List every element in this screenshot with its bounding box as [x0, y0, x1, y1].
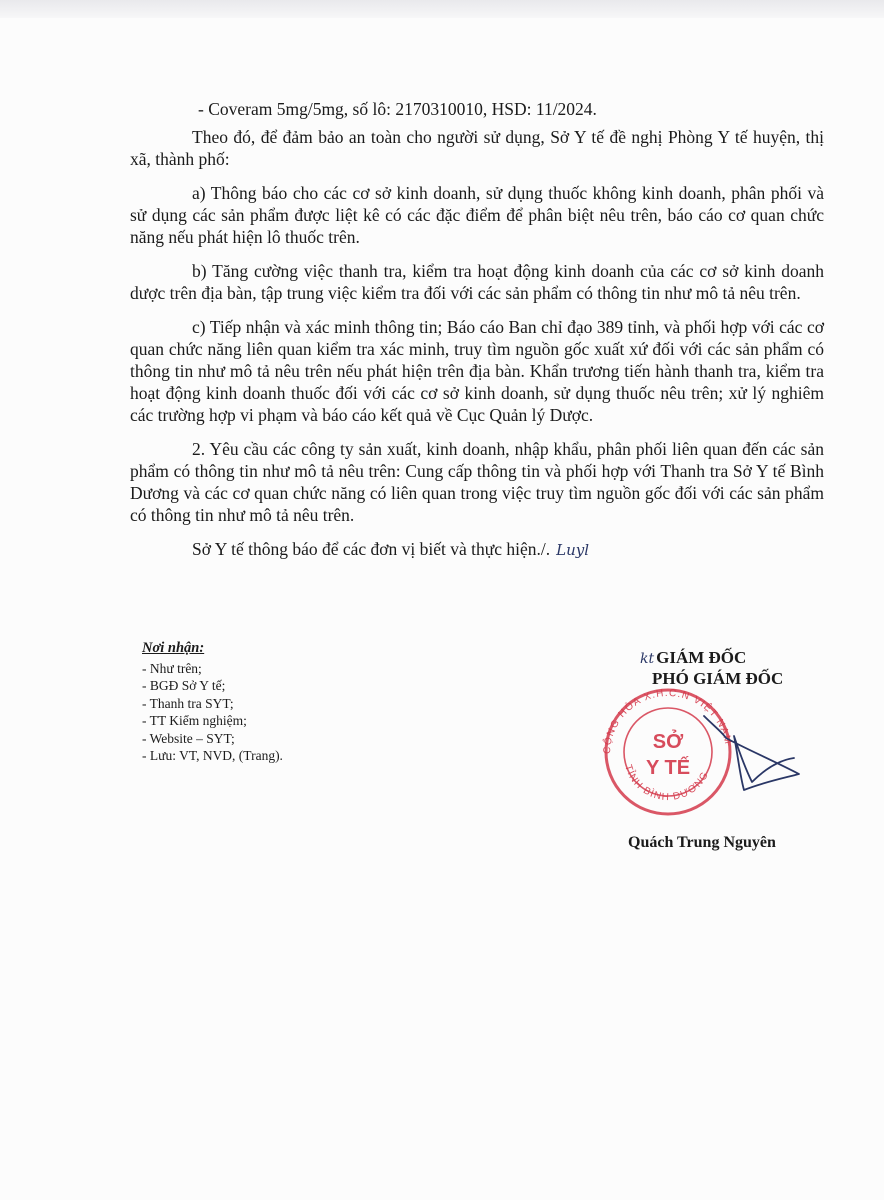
stamp-ring-text: CỘNG HÒA X.H.C.N VIỆT NAM	[601, 687, 734, 755]
signature-title-block	[640, 648, 783, 689]
list-item: - BGĐ Sở Y tế;	[142, 677, 283, 695]
stamp-center-line2: Y TẾ	[645, 757, 691, 779]
stamp-bottom-text: TỈNH BÌNH DƯƠNG	[622, 763, 712, 804]
recipients-title: Nơi nhận:	[142, 640, 205, 656]
signature-initial: kt	[640, 651, 655, 667]
closing-text: Sở Y tế thông báo để các đơn vị biết và thực hiện./.	[192, 539, 551, 559]
stamp-center-line1: SỞ	[652, 731, 684, 753]
recipients-block	[142, 640, 283, 765]
signature-title: GIÁM ĐỐC	[656, 648, 747, 667]
official-stamp-and-signature	[594, 686, 814, 816]
list-item: - Website – SYT;	[142, 730, 283, 748]
list-item: - Lưu: VT, NVD, (Trang).	[142, 747, 283, 765]
paragraph-intro: Theo đó, để đảm bảo an toàn cho người sử dụng, Sở Y tế đề nghị Phòng Y tế huyện, thị xã, thành phố:	[130, 127, 824, 169]
stamp-seal	[601, 688, 734, 814]
paragraph-closing	[130, 538, 824, 561]
list-item: - TT Kiểm nghiệm;	[142, 712, 283, 730]
paragraph-item-a: a) Thông báo cho các cơ sở kinh doanh, sử dụng thuốc không kinh doanh, phân phối và sử dụng các sản phẩm được liệt kê có các đặc điểm để phân biệt nêu trên, báo cáo cơ quan chức năng nếu phát hiện lô thuốc trên.	[130, 183, 824, 247]
signature-title-line	[640, 648, 783, 669]
list-item: - Như trên;	[142, 660, 283, 678]
list-item: - Thanh tra SYT;	[142, 695, 283, 713]
signer-name: Quách Trung Nguyên	[628, 834, 776, 851]
document-body	[130, 98, 824, 573]
paragraph-product-line: - Coveram 5mg/5mg, số lô: 2170310010, HSD: 11/2024.	[198, 99, 597, 119]
recipients-list	[142, 660, 283, 765]
viewer-top-bar	[0, 0, 884, 18]
paragraph-item-c: c) Tiếp nhận và xác minh thông tin; Báo cáo Ban chỉ đạo 389 tỉnh, và phối hợp với các cơ quan chức năng liên quan kiểm tra xác minh, truy tìm nguồn gốc xuất xứ đối với các sản phẩm có thông tin như mô tả nêu trên nếu phát hiện trên địa bàn. Khẩn trương tiến hành thanh tra, kiểm tra hoạt động kinh doanh thuốc đối với các cơ sở kinh doanh, sử dụng thuốc nêu trên; xử lý nghiêm các trường hợp vi phạm và báo cáo kết quả về Cục Quản lý Dược.	[130, 317, 824, 425]
handwritten-initial-mark: Luyl	[556, 541, 590, 559]
paragraph-item-2: 2. Yêu cầu các công ty sản xuất, kinh doanh, nhập khẩu, phân phối liên quan đến các sản phẩm có thông tin như mô tả nêu trên: Cung cấp thông tin và phối hợp với Thanh tra Sở Y tế Bình Dương và các cơ quan chức năng có liên quan trong việc truy tìm nguồn gốc đối với các sản phẩm có thông tin như mô tả nêu trên.	[130, 439, 824, 525]
signature-subtitle: PHÓ GIÁM ĐỐC	[652, 669, 784, 688]
paragraph-item-b: b) Tăng cường việc thanh tra, kiểm tra hoạt động kinh doanh của các cơ sở kinh doanh dược trên địa bàn, tập trung việc kiểm tra đối với các sản phẩm có thông tin như mô tả nêu trên.	[130, 261, 824, 303]
